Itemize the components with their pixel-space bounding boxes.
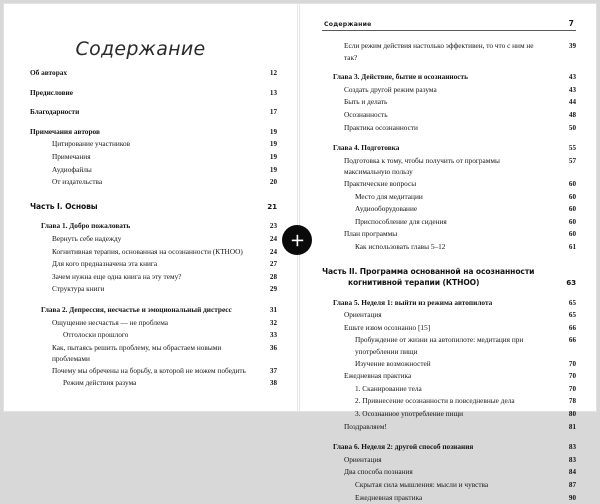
toc-entry-label: Два способа познания: [344, 467, 413, 477]
toc-entry-label: От издательства: [52, 177, 103, 187]
toc-entry[interactable]: [30, 246, 277, 259]
toc-entry[interactable]: [30, 317, 277, 330]
toc-entry-label: Место для медитации: [355, 191, 423, 201]
toc-entry[interactable]: [322, 178, 576, 191]
toc-entry[interactable]: [322, 441, 576, 454]
toc-entry-label: Осознанность: [344, 109, 388, 119]
toc-entry-page-number: 17: [269, 108, 277, 117]
toc-entry[interactable]: [322, 241, 576, 254]
toc-entry-label: Аудиофайлы: [52, 164, 92, 174]
toc-entry-label: Предисловие: [30, 87, 73, 97]
toc-entry-label: 3. Осознанное употребление пищи: [355, 409, 463, 419]
toc-entry[interactable]: [322, 370, 576, 383]
toc-entry-label: Как использовать главы 5–12: [355, 241, 446, 251]
toc-entry-page-number: 78: [568, 397, 576, 406]
toc-entry-label: Когнитивная терапия, основанная на осознанности (КТНОО): [52, 246, 243, 256]
toc-entry-page-number: 83: [568, 443, 576, 452]
toc-entry[interactable]: [30, 138, 277, 151]
running-header-title: Содержание: [324, 21, 372, 28]
toc-entry-page-number: 33: [269, 331, 277, 340]
toc-entry-label: Для кого предназначена эта книга: [52, 259, 158, 269]
toc-entry[interactable]: [30, 365, 277, 378]
toc-entry[interactable]: [30, 201, 277, 213]
toc-entry[interactable]: [30, 329, 277, 342]
toc-entry-label: Скрытая сила мышления: мысли и чувства: [355, 480, 489, 489]
toc-entry-page-number: 27: [269, 260, 277, 269]
toc-entry[interactable]: [322, 334, 576, 357]
toc-entry-page-number: 39: [568, 42, 576, 50]
toc-entry-page-number: 20: [269, 178, 277, 187]
toc-entry-page-number: 37: [269, 366, 277, 375]
toc-entry-page-number: 38: [269, 379, 277, 388]
plus-icon: [291, 234, 304, 247]
toc-entry[interactable]: [30, 342, 277, 365]
toc-entry[interactable]: [30, 258, 277, 271]
toc-entry-label: Часть II. Программа основанной на осознанности: [322, 266, 535, 276]
toc-entry[interactable]: [322, 40, 576, 63]
page-spread: [3, 3, 597, 502]
toc-entry[interactable]: [322, 383, 576, 396]
toc-entry-page-number: 60: [568, 205, 576, 214]
toc-entry[interactable]: [322, 266, 576, 289]
toc-entry-page-number: 65: [568, 311, 576, 320]
page-right: [300, 4, 596, 502]
toc-entry[interactable]: [322, 466, 576, 479]
toc-entry-label: Приспособление для сидения: [355, 216, 447, 226]
toc-entry-page-number: 57: [568, 156, 576, 165]
toc-entry-label: Подготовка к тому, чтобы получить от программы максимальную пользу: [344, 155, 500, 177]
toc-entry[interactable]: [322, 155, 576, 178]
running-header: [322, 19, 576, 31]
toc-entry-page-number: 55: [568, 144, 576, 153]
toc-entry-label: Глава 4. Подготовка: [333, 143, 400, 153]
toc-entry-label: Вернуть себе надежду: [52, 233, 122, 243]
page-left: [4, 4, 300, 411]
toc-entry-label-line2: когнитивной терапии (КТНОО): [348, 278, 480, 288]
toc-entry-page-number: 19: [269, 140, 277, 149]
toc-entry-label: Практические вопросы: [344, 178, 417, 188]
toc-entry-label: Поздравляем!: [344, 421, 387, 431]
toc-entry-page-number: 61: [568, 242, 576, 251]
toc-entry[interactable]: [322, 454, 576, 467]
toc-entry[interactable]: [322, 96, 576, 109]
toc-entry-page-number: 60: [568, 192, 576, 201]
toc-entry-label: Глава 6. Неделя 2: другой способ познания: [333, 442, 474, 452]
toc-entry-page-number: 63: [566, 278, 576, 288]
toc-entry-label: Примечания: [52, 151, 91, 161]
toc-entry-label: Ориентация: [344, 454, 382, 464]
running-header-page-number: 7: [568, 19, 574, 28]
toc-entry[interactable]: [30, 304, 277, 317]
toc-entry-page-number: 70: [568, 359, 576, 368]
toc-entry-page-number: 80: [568, 410, 576, 419]
toc-entry-page-number: 19: [269, 152, 277, 161]
toc-entry-label: Практика осознанности: [344, 122, 418, 132]
toc-entry[interactable]: [322, 408, 576, 421]
toc-entry-page-number: 60: [568, 230, 576, 239]
toc-entry-page-number: 28: [269, 272, 277, 281]
toc-entry-page-number: 31: [269, 305, 277, 314]
toc-entry-page-number: 44: [568, 98, 576, 107]
toc-entry-page-number: 84: [568, 468, 576, 477]
toc-entry-label: Часть I. Основы: [30, 201, 98, 211]
toc-entry[interactable]: [30, 126, 277, 139]
add-button[interactable]: [282, 225, 312, 255]
toc-entry-label: Глава 3. Действие, бытие и осознанность: [333, 72, 468, 82]
toc-entry-label: Пробуждение от жизни на автопилоте: медитация при употреблении пищи: [355, 335, 524, 357]
toc-entry-page-number: 12: [269, 69, 277, 77]
toc-entry-label: Глава 5. Неделя 1: выйти из режима автопилота: [333, 297, 493, 307]
toc-entry-label: Ежедневная практика: [355, 492, 423, 502]
toc-entry-label: Как, пытаясь решить проблему, мы обрастаем новыми проблемами: [52, 342, 222, 364]
toc-entry[interactable]: [322, 142, 576, 155]
toc-entry-page-number: 32: [269, 318, 277, 327]
toc-entry[interactable]: [30, 377, 277, 390]
toc-entry-page-number: 19: [269, 165, 277, 174]
toc-entry[interactable]: [30, 233, 277, 246]
toc-entry[interactable]: [322, 84, 576, 97]
page-title: Содержание: [75, 38, 206, 60]
toc-entry[interactable]: [322, 309, 576, 322]
toc-entry[interactable]: [30, 271, 277, 284]
toc-entry[interactable]: [30, 220, 277, 233]
toc-entry-label: Примечания авторов: [30, 126, 100, 136]
toc-entry-page-number: 13: [269, 88, 277, 97]
toc-entry[interactable]: [322, 395, 576, 408]
toc-entry[interactable]: [322, 492, 576, 504]
toc-entry-label: План программы: [344, 229, 398, 239]
toc-entry-label: Ежедневная практика: [344, 371, 412, 381]
toc-entry-page-number: 66: [568, 336, 576, 345]
toc-entry-label: Структура книги: [52, 284, 105, 294]
toc-entry-page-number: 70: [568, 384, 576, 393]
toc-entry[interactable]: [322, 479, 576, 492]
toc-entry[interactable]: [322, 421, 576, 434]
toc-entry-page-number: 50: [568, 123, 576, 132]
toc-entry-label: Изучение возможностей: [355, 358, 431, 368]
toc-entry-label: Аудиооборудование: [355, 204, 418, 214]
toc-entry[interactable]: [322, 216, 576, 229]
toc-entry-page-number: 87: [568, 481, 576, 489]
toc-entry-page-number: 83: [568, 455, 576, 464]
toc-entry-page-number: 36: [269, 343, 277, 352]
toc-entry[interactable]: [322, 109, 576, 122]
page-gutter-divider: [297, 3, 298, 412]
toc-entry-page-number: 24: [269, 234, 277, 243]
toc-entry[interactable]: [30, 87, 277, 100]
toc-entry-page-number: 29: [269, 285, 277, 294]
toc-entry[interactable]: [322, 322, 576, 335]
toc-entry-page-number: 65: [568, 298, 576, 307]
toc-entry-label: Ощущение несчастья — не проблема: [52, 317, 169, 327]
toc-entry-label: Зачем нужна еще одна книга на эту тему?: [52, 271, 182, 281]
toc-entry-label: 2. Привнесение осознанности в повседневные дела: [355, 396, 515, 406]
toc-entry-page-number: 43: [568, 73, 576, 82]
toc-entry[interactable]: [322, 228, 576, 241]
toc-entry[interactable]: [322, 358, 576, 371]
toc-entry-page-number: 90: [568, 493, 576, 502]
toc-entry[interactable]: [30, 151, 277, 164]
toc-entry-page-number: 60: [568, 217, 576, 226]
toc-entry-page-number: 21: [267, 201, 277, 211]
toc-entry-label: Режим действия разума: [63, 378, 137, 388]
toc-entry-page-number: 81: [568, 422, 576, 431]
toc-entry[interactable]: [322, 297, 576, 310]
toc-entry[interactable]: [322, 122, 576, 135]
toc-entry[interactable]: [322, 71, 576, 84]
toc-entry[interactable]: [322, 203, 576, 216]
toc-entry[interactable]: [322, 191, 576, 204]
toc-entry-page-number: 48: [568, 110, 576, 119]
toc-entry[interactable]: [30, 164, 277, 177]
toc-entry-page-number: 66: [568, 323, 576, 332]
toc-entry-label: Отголоски прошлого: [63, 330, 129, 340]
toc-entry-label: Об авторах: [30, 68, 68, 77]
toc-entry-label: Быть и делать: [344, 97, 388, 107]
toc-list-left: [30, 67, 277, 390]
toc-entry[interactable]: [30, 176, 277, 189]
toc-entry-label: Ориентация: [344, 310, 382, 320]
toc-entry-label: Глава 2. Депрессия, несчастье и эмоциональный дистресс: [41, 304, 232, 314]
toc-entry-label: Глава 1. Добро пожаловать: [41, 221, 131, 231]
toc-entry-label: Почему мы обречены на борьбу, в которой не можем победить: [52, 365, 246, 375]
toc-entry[interactable]: [30, 283, 277, 296]
toc-entry-label: Если режим действия настолько эффективен, то что с ним не так?: [344, 41, 534, 62]
toc-entry-page-number: 24: [269, 247, 277, 256]
toc-entry-label: Ешьте изюм осознанно [15]: [344, 322, 431, 332]
toc-entry[interactable]: [30, 106, 277, 119]
toc-entry-page-number: 43: [568, 85, 576, 94]
toc-entry-page-number: 19: [269, 127, 277, 136]
toc-entry-label: Создать другой режим разума: [344, 84, 437, 94]
toc-entry-page-number: 70: [568, 372, 576, 381]
toc-entry-label: 1. Сканирование тела: [355, 383, 422, 393]
toc-entry-page-number: 60: [568, 179, 576, 188]
toc-entry-label: Благодарности: [30, 107, 80, 117]
toc-entry[interactable]: [30, 67, 277, 80]
toc-list-right: [322, 40, 576, 504]
toc-entry-page-number: 23: [269, 222, 277, 231]
toc-entry-label: Цитирование участников: [52, 139, 131, 149]
